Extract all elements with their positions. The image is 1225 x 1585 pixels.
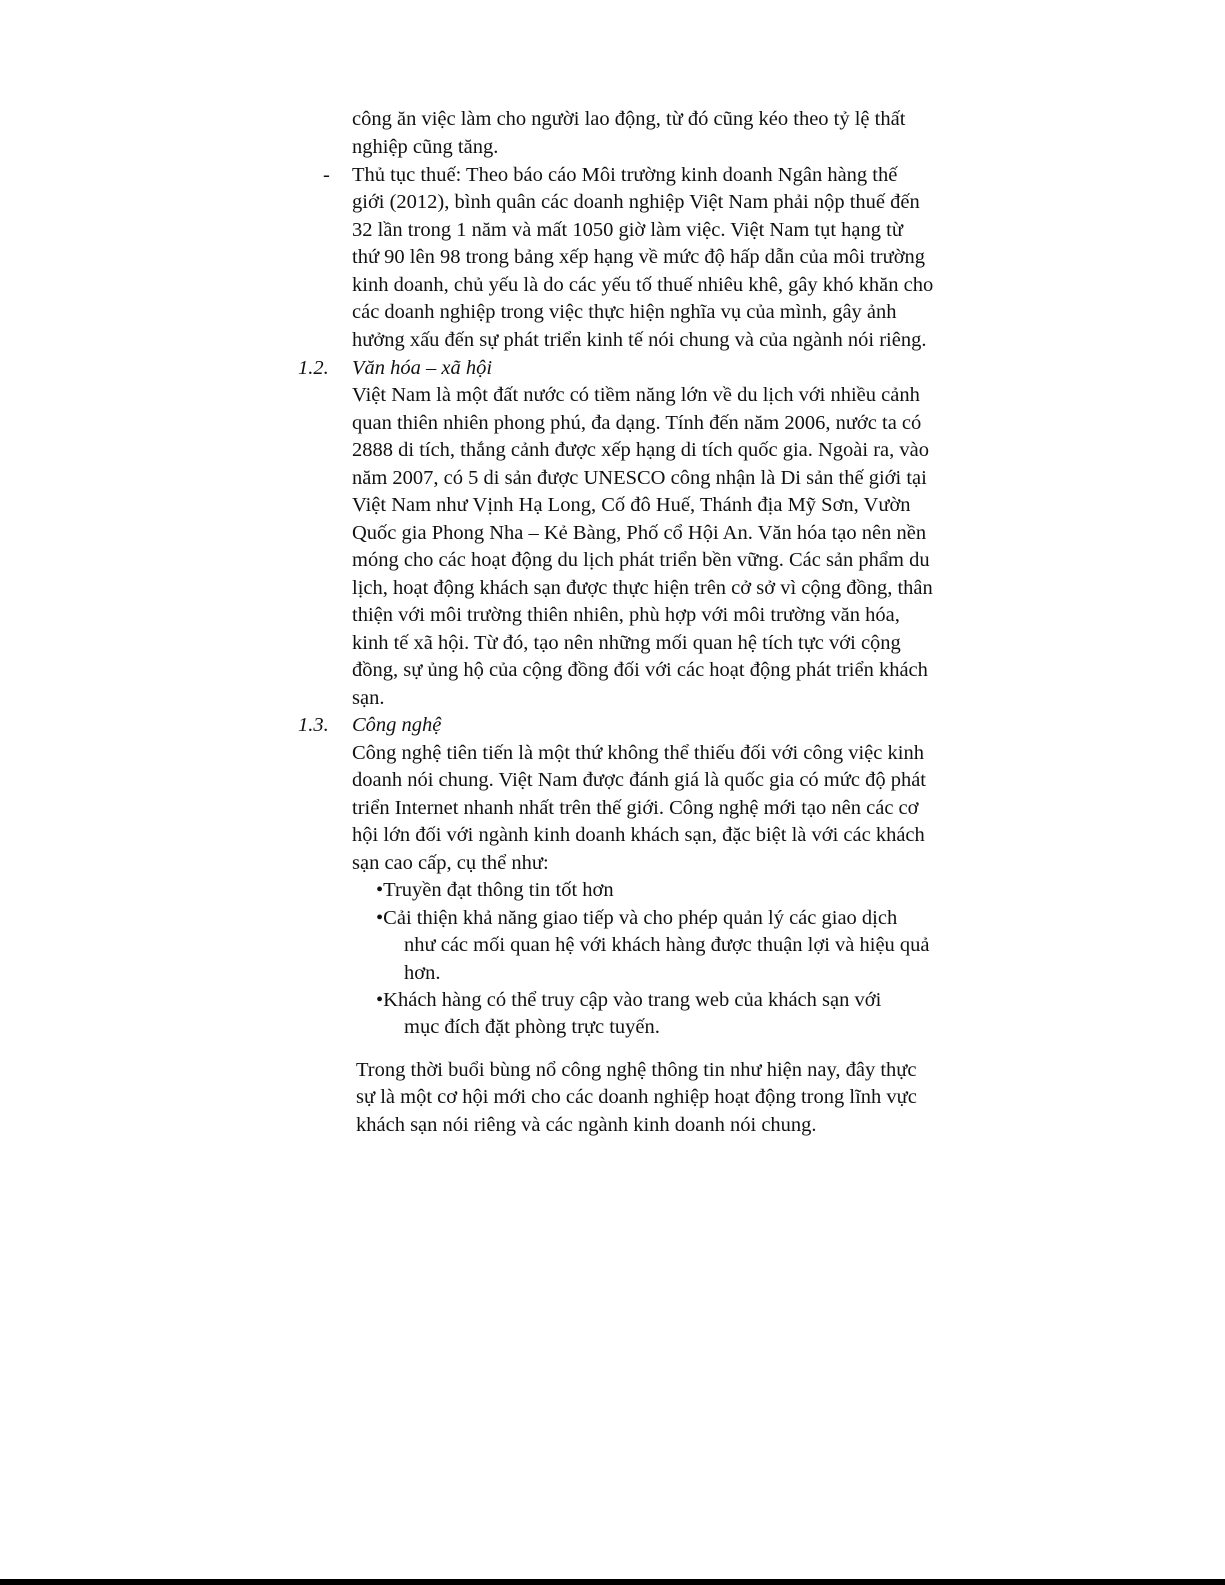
bullet-item-continuation: như các mối quan hệ với khách hàng được thuận lợi và hiệu quả xyxy=(404,934,930,956)
culture-line: móng cho các hoạt động du lịch phát triển bền vững. Các sản phẩm du xyxy=(352,549,930,571)
tax-line: thứ 90 lên 98 trong bảng xếp hạng về mức độ hấp dẫn của môi trường xyxy=(352,246,926,268)
tax-line: các doanh nghiệp trong việc thực hiện nghĩa vụ của mình, gây ảnh xyxy=(352,301,897,323)
culture-line: Việt Nam là một đất nước có tiềm năng lớn về du lịch với nhiều cảnh xyxy=(352,384,920,406)
section-title-culture: Văn hóa – xã hội xyxy=(352,357,493,379)
culture-line: Quốc gia Phong Nha – Kẻ Bàng, Phố cổ Hội An. Văn hóa tạo nên nền xyxy=(352,522,927,544)
body-line: nghiệp cũng tăng. xyxy=(352,136,499,158)
section-number-1-3: 1.3. xyxy=(298,714,329,736)
tax-line: kinh doanh, chủ yếu là do các yếu tố thuế nhiêu khê, gây khó khăn cho xyxy=(352,274,934,296)
culture-line: sạn. xyxy=(352,687,385,709)
culture-line: Việt Nam như Vịnh Hạ Long, Cố đô Huế, Thánh địa Mỹ Sơn, Vườn xyxy=(352,494,911,516)
bullet-item-continuation: mục đích đặt phòng trực tuyến. xyxy=(404,1016,660,1038)
technology-line: Công nghệ tiên tiến là một thứ không thể thiếu đối với công việc kinh xyxy=(352,742,924,764)
culture-line: quan thiên nhiên phong phú, đa dạng. Tính đến năm 2006, nước ta có xyxy=(352,412,922,434)
bullet-item-continuation: hơn. xyxy=(404,962,441,984)
tax-line: giới (2012), bình quân các doanh nghiệp Việt Nam phải nộp thuế đến xyxy=(352,191,920,213)
tax-line: 32 lần trong 1 năm và mất 1050 giờ làm việc. Việt Nam tụt hạng từ xyxy=(352,219,903,241)
technology-line: triển Internet nhanh nhất trên thế giới. Công nghệ mới tạo nên các cơ xyxy=(352,797,919,819)
tax-line: hưởng xấu đến sự phát triển kinh tế nói chung và của ngành nói riêng. xyxy=(352,329,927,351)
culture-line: năm 2007, có 5 di sản được UNESCO công nhận là Di sản thế giới tại xyxy=(352,467,927,489)
culture-line: thiện với môi trường thiên nhiên, phù hợp với môi trường văn hóa, xyxy=(352,604,900,626)
culture-line: kinh tế xã hội. Từ đó, tạo nên những mối quan hệ tích tực với cộng xyxy=(352,632,901,654)
bullet-item: •Cải thiện khả năng giao tiếp và cho phép quản lý các giao dịch xyxy=(376,907,898,929)
tax-line: Thủ tục thuế: Theo báo cáo Môi trường kinh doanh Ngân hàng thế xyxy=(352,164,898,186)
culture-line: 2888 di tích, thắng cảnh được xếp hạng di tích quốc gia. Ngoài ra, vào xyxy=(352,439,930,461)
bullet-item: •Truyền đạt thông tin tốt hơn xyxy=(376,879,614,901)
closing-line: Trong thời buổi bùng nổ công nghệ thông tin như hiện nay, đây thực xyxy=(356,1059,917,1081)
closing-line: khách sạn nói riêng và các ngành kinh doanh nói chung. xyxy=(356,1114,817,1136)
technology-line: doanh nói chung. Việt Nam được đánh giá là quốc gia có mức độ phát xyxy=(352,769,926,791)
bullet-item: •Khách hàng có thể truy cập vào trang web của khách sạn với xyxy=(376,989,882,1011)
body-line: công ăn việc làm cho người lao động, từ đó cũng kéo theo tỷ lệ thất xyxy=(352,108,906,130)
technology-line: hội lớn đối với ngành kinh doanh khách sạn, đặc biệt là với các khách xyxy=(352,824,925,846)
technology-line: sạn cao cấp, cụ thể như: xyxy=(352,852,549,874)
culture-line: lịch, hoạt động khách sạn được thực hiện trên cở sở vì cộng đồng, thân xyxy=(352,577,933,599)
dash-marker: - xyxy=(323,164,330,186)
section-number-1-2: 1.2. xyxy=(298,357,329,379)
section-title-technology: Công nghệ xyxy=(352,714,442,736)
closing-line: sự là một cơ hội mới cho các doanh nghiệp hoạt động trong lĩnh vực xyxy=(356,1086,917,1108)
page-bottom-border xyxy=(0,1579,1225,1585)
culture-line: đồng, sự ủng hộ của cộng đồng đối với các hoạt động phát triển khách xyxy=(352,659,928,681)
